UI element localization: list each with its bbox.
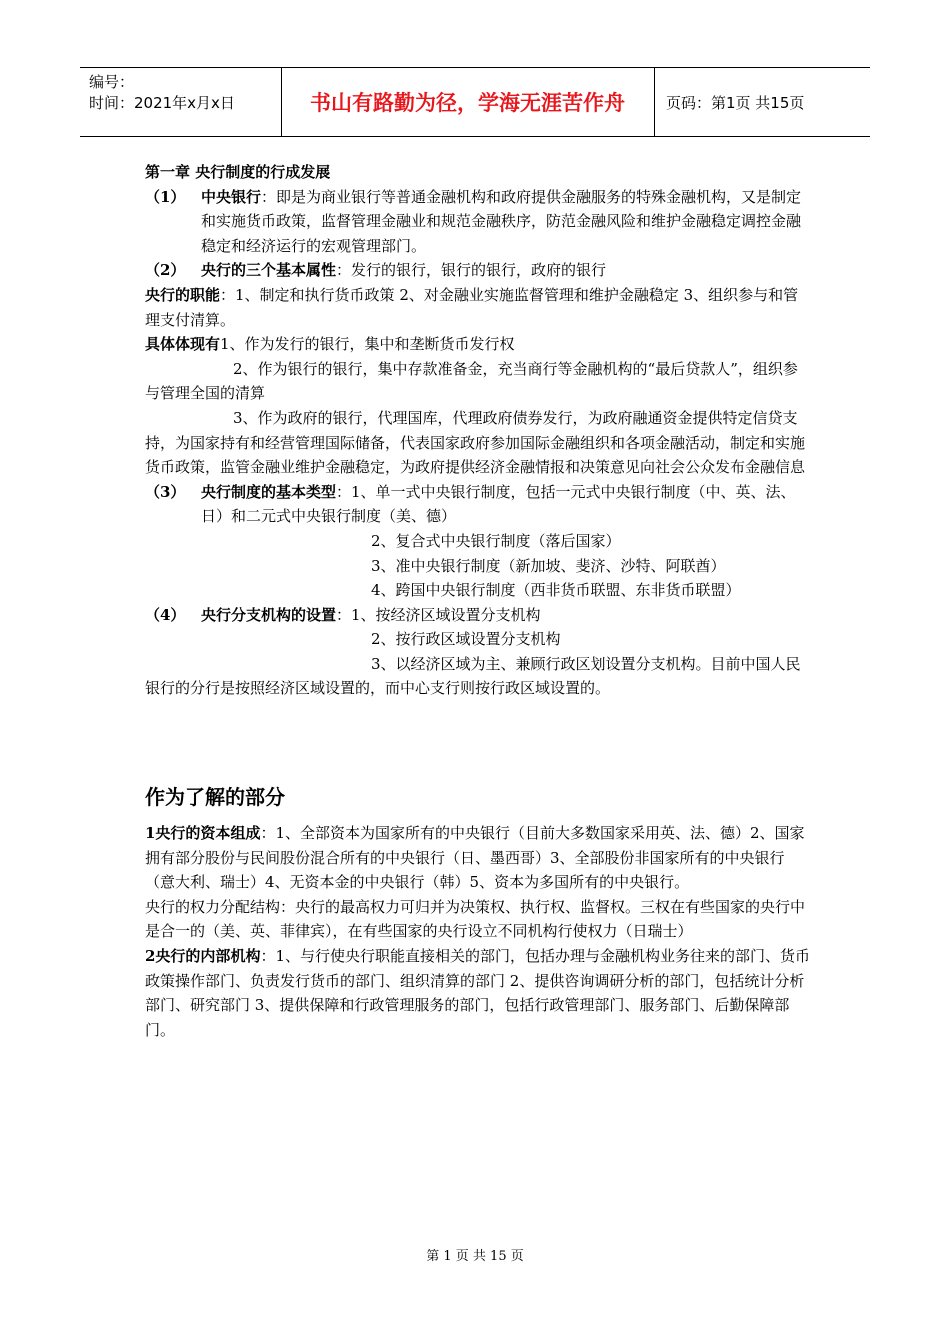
chapter-title: 第一章 央行制度的行成发展: [145, 163, 331, 181]
doc-time-label: 时间：2021年x月x日: [89, 94, 235, 112]
item-3-line-2: 2、复合式中央银行制度（落后国家）: [371, 531, 621, 550]
embodiment-line-3: 3、作为政府的银行，代理国库，代理政府债券发行，为政府融通资金提供特定信贷支持，为国家持有和经营管理国际储备，代表国家政府参加国际金融组织和各项金融活动，制定和实施货币政策，监管金融业维护金融稳定，为政府提供经济金融情报和决策意见向社会公众发布金融信息: [145, 408, 806, 477]
section-title: 作为了解的部分: [145, 785, 285, 810]
capital-paragraph: [145, 821, 810, 895]
page-footer: 第 1 页 共 15 页: [426, 1249, 524, 1264]
power-paragraph: 央行的权力分配结构：央行的最高权力可归并为决策权、执行权、监督权。三权在有些国家的央行中是合一的（美、英、菲律宾），在有些国家的央行设立不同机构行使权力（日瑞士）: [145, 897, 806, 941]
item-3-line-3: 3、准中央银行制度（新加坡、斐济、沙特、阿联酋）: [371, 556, 726, 575]
header-motto: 书山有路勤为径，学海无涯苦作舟: [310, 91, 625, 115]
header-page-info: 页码：第1页 共15页: [666, 93, 805, 112]
item-3: [145, 480, 810, 529]
item-4-text-1: ：1、按经济区域设置分支机构: [336, 605, 541, 624]
embodiment-line-1-text: 1、作为发行的银行，集中和垄断货币发行权: [220, 335, 515, 354]
item-1-num: （1）: [145, 187, 186, 206]
embodiment-label: 具体体现有: [145, 335, 221, 354]
functions-text: ：1、制定和执行货币政策 2、对金融业实施监督管理和维护金融稳定 3、组织参与和管理支付清算。: [145, 285, 799, 329]
item-3-text-1: ：1、单一式中央银行制度，包括一元式中央银行制度（中、英、法、日）和二元式中央银行制度（美、德）: [201, 482, 796, 526]
item-2: [145, 258, 810, 283]
item-1-label: 中央银行: [201, 187, 262, 206]
item-1-text: ：即是为商业银行等普通金融机构和政府提供金融服务的特殊金融机构，又是制定和实施货币政策，监督管理金融业和规范金融秩序，防范金融风险和维护金融稳定调控金融稳定和经济运行的宏观管理部门。: [201, 187, 802, 255]
embodiment-line-2: 2、作为银行的银行，集中存款准备金，充当商行等金融机构的“最后贷款人”，组织参与管理全国的清算: [145, 359, 798, 403]
internal-paragraph: [145, 944, 810, 1042]
page-header: [80, 67, 870, 137]
item-3-line-4: 4、跨国中央银行制度（西非货币联盟、东非货币联盟）: [371, 581, 741, 600]
item-2-label: 央行的三个基本属性: [201, 261, 337, 280]
internal-text: ：1、与行使央行职能直接相关的部门，包括办理与金融机构业务往来的部门、货币政策操作部门、负责发行货币的部门、组织清算的部门 2、提供咨询调研分析的部门，包括统计分析部门、研究部门 3、提供保障和行政管理服务的部门，包括行政管理部门、服务部门、后勤保障部门。: [145, 947, 811, 1039]
item-3-label: 央行制度的基本类型: [201, 482, 337, 501]
item-4-label: 央行分支机构的设置: [201, 605, 337, 624]
document-body: [145, 160, 810, 1042]
functions-label: 央行的职能: [145, 285, 221, 304]
embodiment-line-1: [145, 332, 810, 357]
item-4-line-3: 3、以经济区域为主、兼顾行政区划设置分支机构。目前中国人民银行的分行是按照经济区域设置的，而中心支行则按行政区域设置的。: [145, 654, 801, 698]
item-4-line-2: 2、按行政区域设置分支机构: [371, 630, 561, 649]
header-meta: [80, 68, 281, 136]
capital-label: 1央行的资本组成: [145, 824, 261, 843]
item-3-num: （3）: [145, 482, 186, 501]
doc-number-label: 编号：: [89, 73, 135, 91]
item-2-num: （2）: [145, 261, 186, 280]
item-4-num: （4）: [145, 605, 186, 624]
internal-label: 2央行的内部机构: [145, 947, 261, 966]
functions-paragraph: [145, 283, 810, 332]
item-4: [145, 603, 810, 628]
capital-text: ：1、全部资本为国家所有的中央银行（目前大多数国家采用英、法、德）2、国家拥有部分股份与民间股份混合所有的中央银行（日、墨西哥）3、全部股份非国家所有的中央银行（意大利、瑞士）4、无资本金的中央银行（韩）5、资本为多国所有的中央银行。: [145, 824, 805, 892]
item-2-text: ：发行的银行，银行的银行，政府的银行: [336, 261, 607, 280]
item-1: [145, 185, 810, 259]
